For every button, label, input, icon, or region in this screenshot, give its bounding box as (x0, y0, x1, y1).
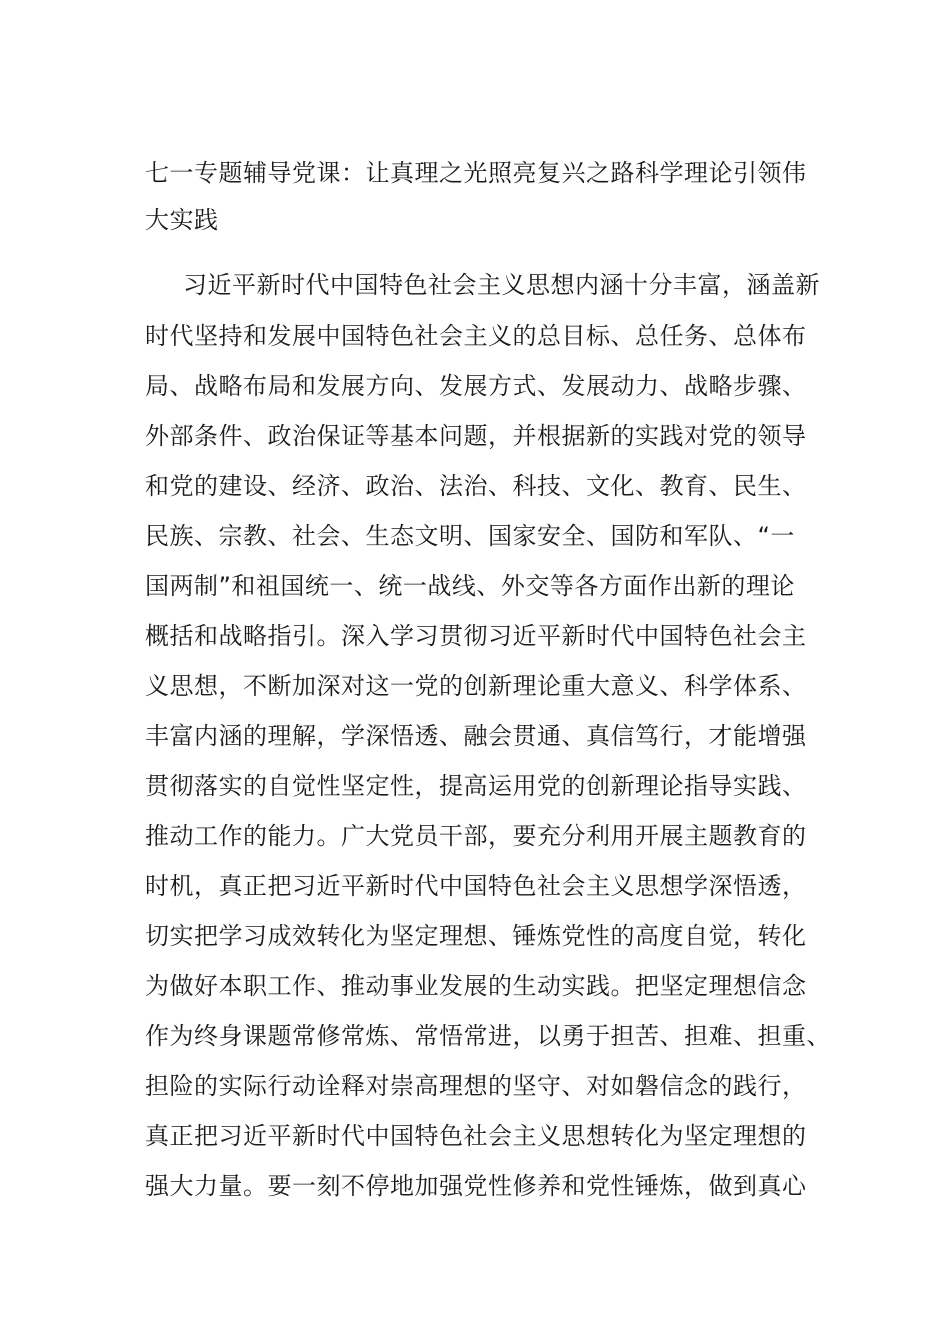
body-line: 国两制”和祖国统一、统一战线、外交等各方面作出新的理论 (145, 572, 795, 600)
body-line: 义思想，不断加深对这一党的创新理论重大意义、科学体系、 (145, 672, 807, 700)
body-line: 贯彻落实的自觉性坚定性，提高运用党的创新理论指导实践、 (145, 772, 807, 800)
body-line: 为做好本职工作、推动事业发展的生动实践。把坚定理想信念 (145, 972, 807, 1000)
body-line: 推动工作的能力。广大党员干部，要充分利用开展主题教育的 (145, 822, 807, 850)
body-line: 概括和战略指引。深入学习贯彻习近平新时代中国特色社会主 (145, 622, 807, 650)
body-line: 切实把学习成效转化为坚定理想、锤炼党性的高度自觉，转化 (145, 922, 807, 950)
body-line: 外部条件、政治保证等基本问题，并根据新的实践对党的领导 (145, 422, 807, 450)
body-line: 作为终身课题常修常炼、常悟常进，以勇于担苦、担难、担重、 (145, 1022, 831, 1050)
body-line: 时机，真正把习近平新时代中国特色社会主义思想学深悟透， (145, 872, 807, 900)
body-line: 强大力量。要一刻不停地加强党性修养和党性锤炼，做到真心 (145, 1172, 807, 1200)
body-line: 真正把习近平新时代中国特色社会主义思想转化为坚定理想的 (145, 1122, 807, 1150)
body-line: 担险的实际行动诠释对崇高理想的坚守、对如磐信念的践行， (145, 1072, 807, 1100)
body-line: 丰富内涵的理解，学深悟透、融会贯通、真信笃行，才能增强 (145, 722, 807, 750)
body-line: 民族、宗教、社会、生态文明、国家安全、国防和军队、“一 (145, 522, 795, 550)
body-line: 时代坚持和发展中国特色社会主义的总目标、总任务、总体布 (145, 322, 807, 350)
document-title: 七一专题辅导党课：让真理之光照亮复兴之路科学理论引领伟大实践 (145, 159, 807, 234)
body-line: 习近平新时代中国特色社会主义思想内涵十分丰富，涵盖新 (183, 271, 820, 299)
body-line: 和党的建设、经济、政治、法治、科技、文化、教育、民生、 (145, 472, 807, 500)
body-line: 局、战略布局和发展方向、发展方式、发展动力、战略步骤、 (145, 372, 807, 400)
